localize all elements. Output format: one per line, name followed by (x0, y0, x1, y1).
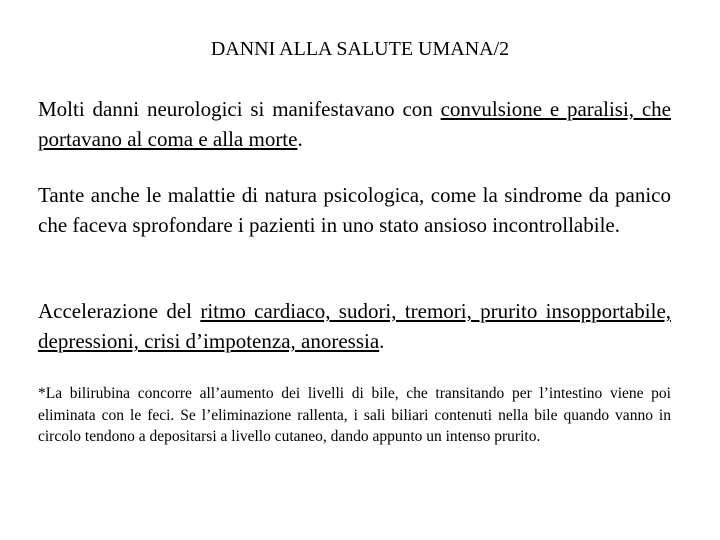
paragraph-psychological-illnesses: Tante anche le malattie di natura psicologica, come la sindrome da panico che faceva sprofondare i pazienti in uno stato ansioso incontrollabile. (38, 183, 671, 237)
paragraph-text: Molti danni neurologici si manifestavano con (38, 97, 441, 121)
paragraph-neurological-damage (38, 94, 671, 154)
paragraph-text: . (379, 329, 385, 353)
paragraph-text: . (297, 127, 303, 151)
underlined-text: convulsione e paralisi, che portavano al coma e alla morte (38, 97, 671, 151)
paragraph-text: Accelerazione del (38, 299, 201, 323)
footnote: *La bilirubina concorre all’aumento dei livelli di bile, che transitando per l’intestino viene poi eliminata con le feci. Se l’eliminazione rallenta, i sali biliari contenuti nella bile quando vanno in circolo tendono a depositarsi a livello cutaneo, dando appunto un intenso prurito. (38, 385, 671, 445)
page-title: DANNI ALLA SALUTE UMANA/2 (210, 38, 510, 60)
paragraph-symptoms (38, 296, 671, 356)
underlined-text: ritmo cardiaco, sudori, tremori, prurito insopportabile, depressioni, crisi d’impotenza, anoressia (38, 299, 672, 353)
